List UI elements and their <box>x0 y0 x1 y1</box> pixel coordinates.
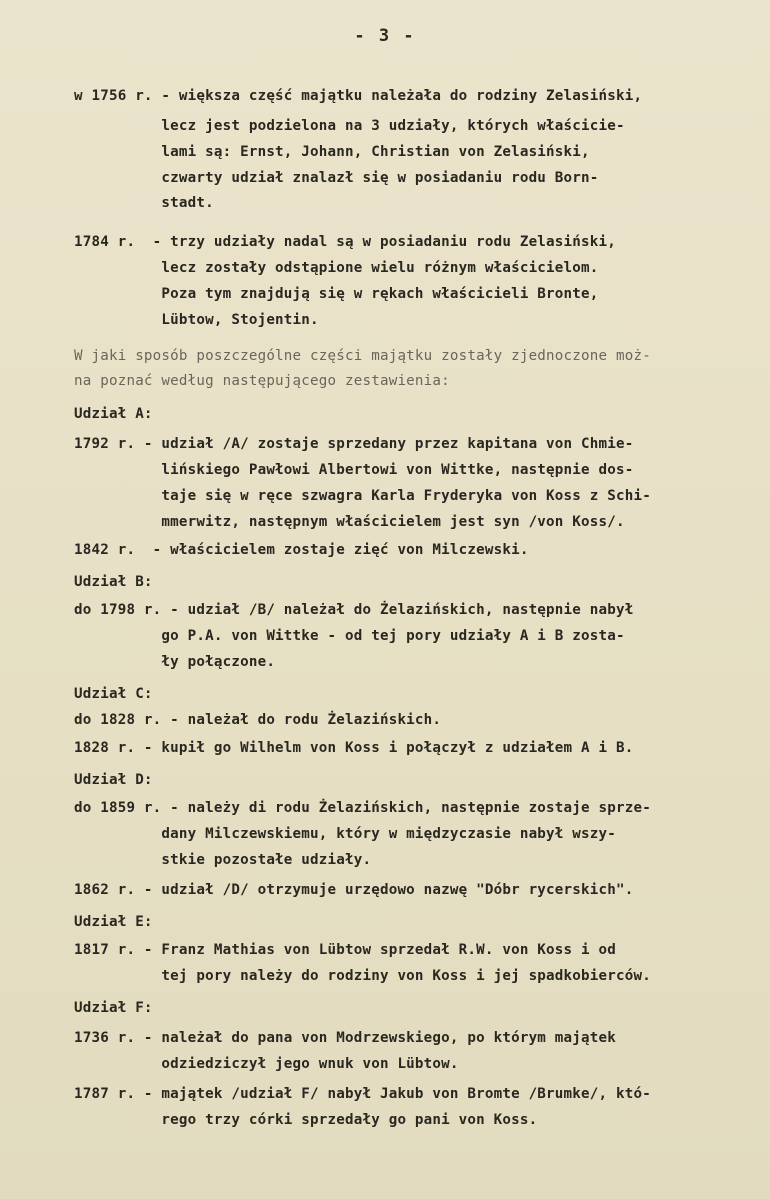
text-line: stkie pozostałe udziały. <box>74 852 372 868</box>
text-line: 1787 r. - majątek /udział F/ nabył Jakub von Bromte /Brumke/, któ- <box>74 1086 651 1102</box>
text-line: czwarty udział znalazł się w posiadaniu rodu Born- <box>74 170 599 186</box>
text-line: 1784 r. - trzy udziały nadal są w posiadaniu rodu Zelasiński, <box>74 234 616 250</box>
section-heading: Udział B: <box>74 574 153 590</box>
text-line: 1792 r. - udział /A/ zostaje sprzedany przez kapitana von Chmie- <box>74 436 634 452</box>
text-line: odziedziczył jego wnuk von Lübtow. <box>74 1056 459 1072</box>
text-line: 1817 r. - Franz Mathias von Lübtow sprzedał R.W. von Koss i od <box>74 942 616 958</box>
text-line: do 1798 r. - udział /B/ należał do Żelazińskich, następnie nabył <box>74 602 634 618</box>
text-line: lecz jest podzielona na 3 udziały, których właściciе- <box>74 118 625 134</box>
text-line: lińskiego Pawłowi Albertowi von Wittke, następnie dos- <box>74 462 634 478</box>
text-line: 1736 r. - należał do pana von Modrzewskiego, po którym majątek <box>74 1030 616 1046</box>
text-line: tej pory należy do rodziny von Koss i jej spadkobierców. <box>74 968 651 984</box>
text-line: na poznać według następującego zestawienia: <box>74 373 450 389</box>
text-line: lami są: Ernst, Johann, Christian von Zelasiński, <box>74 144 590 160</box>
text-line: taje się w ręce szwagra Karla Fryderyka von Koss z Schi- <box>74 488 651 504</box>
section-heading: Udział E: <box>74 914 153 930</box>
text-line: Lübtow, Stojentin. <box>74 312 319 328</box>
text-line: do 1828 r. - należał do rodu Żelazińskich. <box>74 712 442 728</box>
text-line: 1862 r. - udział /D/ otrzymuje urzędowo nazwę "Dóbr rycerskich". <box>74 882 634 898</box>
text-line: Poza tym znajdują się w rękach właścicieli Bronte, <box>74 286 599 302</box>
text-line: mmerwitz, następnym właścicielem jest syn /von Koss/. <box>74 514 625 530</box>
section-heading: Udział A: <box>74 406 153 422</box>
text-line: do 1859 r. - należy di rodu Żelazińskich, następnie zostaje sprze- <box>74 800 651 816</box>
section-heading: Udział D: <box>74 772 153 788</box>
text-line: w 1756 r. - większa część majątku należała do rodziny Zelasiński, <box>74 88 643 104</box>
text-line: lecz zostały odstąpione wielu różnym właścicielom. <box>74 260 599 276</box>
page-number: - 3 - <box>354 26 416 46</box>
text-line: ły połączone. <box>74 654 276 670</box>
text-line: go P.A. von Wittke - od tej pory udziały A i B zosta- <box>74 628 625 644</box>
text-line: stadt. <box>74 195 214 211</box>
section-heading: Udział C: <box>74 686 153 702</box>
text-line: rego trzy córki sprzedały go pani von Koss. <box>74 1112 538 1128</box>
text-line: W jaki sposób poszczególne części majątku zostały zjednoczone moż- <box>74 348 651 364</box>
section-heading: Udział F: <box>74 1000 153 1016</box>
text-line: 1842 r. - właścicielem zostaje zięć von Milczewski. <box>74 542 529 558</box>
text-line: 1828 r. - kupił go Wilhelm von Koss i połączył z udziałem A i B. <box>74 740 634 756</box>
text-line: dany Milczewskiemu, który w międzyczasie nabył wszy- <box>74 826 616 842</box>
